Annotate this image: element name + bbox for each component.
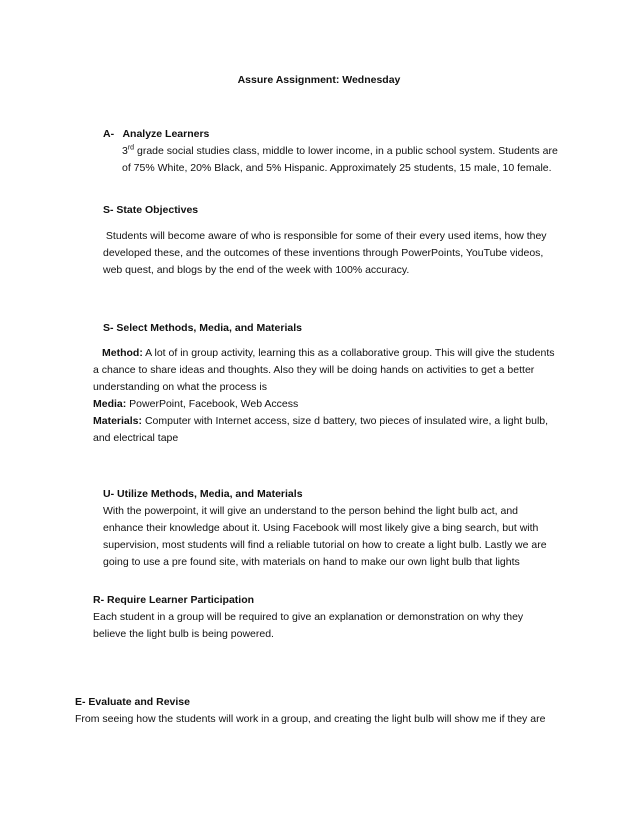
section-heading: R- Require Learner Participation (93, 594, 255, 606)
media-line (93, 396, 555, 413)
section-state-objectives (103, 202, 198, 219)
section-heading: S- State Objectives (103, 204, 199, 216)
section-analyze-learners-body (122, 143, 558, 177)
section-evaluate-revise (75, 694, 545, 728)
materials-text: Computer with Internet access, size d battery, two pieces of insulated wire, a light bulb, (142, 415, 549, 427)
section-heading: A- Analyze Learners (103, 128, 210, 140)
section-select-methods (103, 320, 302, 337)
paragraph-text: grade social studies class, middle to lower income, in a public school system. Students are (134, 145, 558, 157)
materials-line (93, 413, 555, 430)
section-require-participation (93, 592, 523, 643)
paragraph-line: developed these, and the outcomes of these inventions through PowerPoints, YouTube videos, (103, 247, 544, 259)
paragraph-line: enhance their knowledge about it. Using Facebook will most likely give a bing search, but with (103, 522, 539, 534)
paragraph-line: Each student in a group will be required to give an explanation or demonstration on why they (93, 611, 524, 623)
paragraph-line: going to use a pre found site, with materials on hand to make our own light bulb that lights (103, 556, 520, 568)
media-text: PowerPoint, Facebook, Web Access (126, 398, 299, 410)
section-utilize-methods (103, 486, 547, 571)
paragraph-line: With the powerpoint, it will give an understand to the person behind the light bulb act, and (103, 505, 519, 517)
materials-label: Materials: (93, 415, 143, 427)
grade-number: 3 (122, 145, 128, 157)
section-analyze-learners (103, 126, 209, 143)
paragraph-line: web quest, and blogs by the end of the week with 100% accuracy. (103, 264, 410, 276)
paragraph-line: a chance to share ideas and thoughts. Also they will be doing hands on activities to get a better (93, 364, 535, 376)
paragraph-line: of 75% White, 20% Black, and 5% Hispanic. Approximately 25 students, 15 male, 10 female. (122, 162, 552, 174)
paragraph-line: believe the light bulb is being powered. (93, 628, 274, 640)
paragraph-line (122, 143, 558, 160)
document-title: Assure Assignment: Wednesday (237, 74, 401, 86)
paragraph-line: and electrical tape (93, 432, 179, 444)
method-text: A lot of in group activity, learning this as a collaborative group. This will give the students (142, 347, 555, 359)
paragraph-line: Students will become aware of who is responsible for some of their every used items, how they (103, 230, 547, 242)
paragraph-line: understanding on what the process is (93, 381, 267, 393)
media-label: Media: (93, 398, 127, 410)
section-state-objectives-body (103, 228, 547, 279)
section-select-methods-body (93, 345, 555, 447)
method-label: Method: (102, 347, 143, 359)
method-line (93, 345, 555, 362)
section-heading: S- Select Methods, Media, and Materials (103, 322, 302, 334)
paragraph-line: supervision, most students will find a reliable tutorial on how to create a light bulb. Lastly we are (103, 539, 547, 551)
section-heading: U- Utilize Methods, Media, and Materials (103, 488, 303, 500)
paragraph-line: From seeing how the students will work in a group, and creating the light bulb will show me if they are (75, 713, 546, 725)
grade-ordinal: rd (127, 144, 135, 152)
section-heading: E- Evaluate and Revise (75, 696, 190, 708)
